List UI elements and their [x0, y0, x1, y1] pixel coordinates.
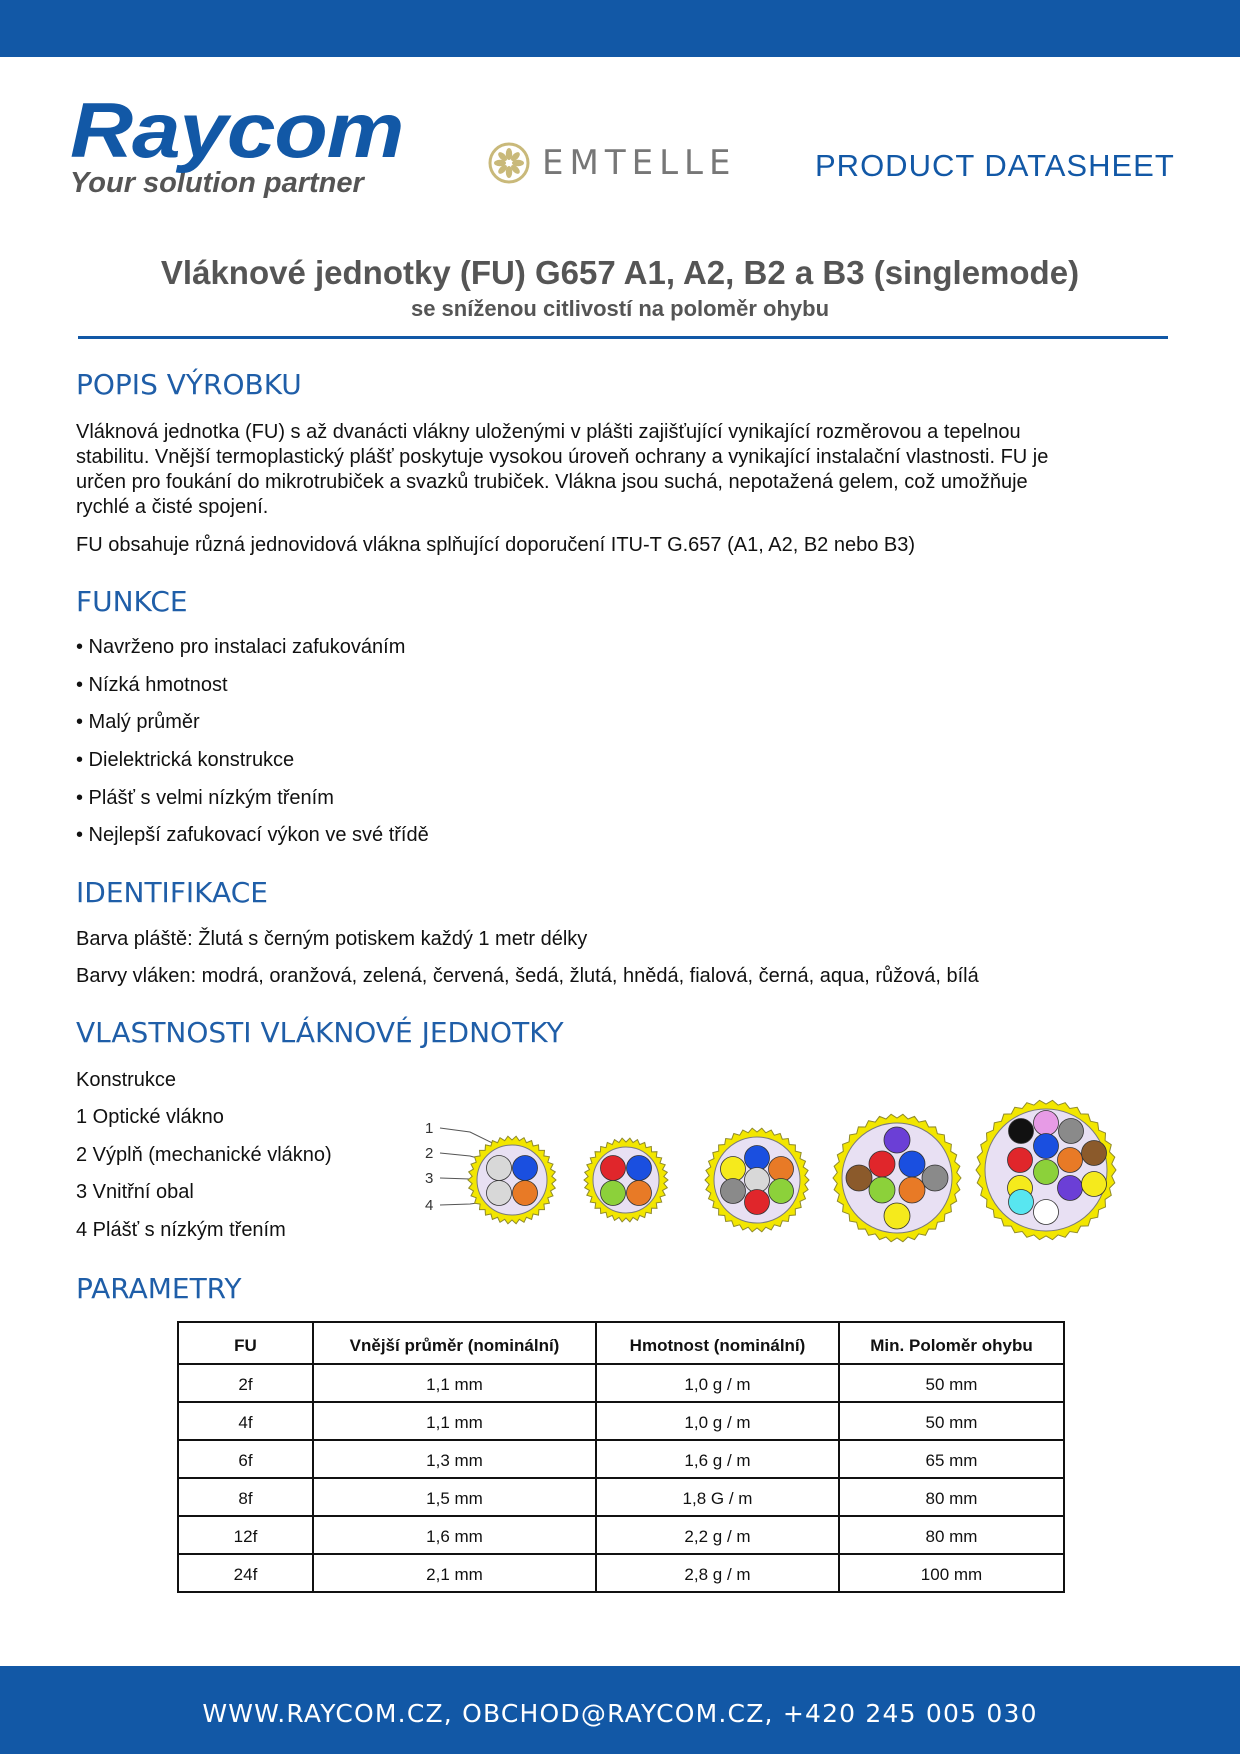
fiber: [1082, 1172, 1107, 1197]
table-row: [178, 1516, 1064, 1554]
table-cell: 50 mm: [839, 1402, 1064, 1440]
raycom-logo: [70, 86, 404, 200]
fiber: [1058, 1148, 1083, 1173]
inner-coating: [477, 1145, 547, 1215]
fiber: [1034, 1200, 1059, 1225]
table-cell: 1,8 G / m: [596, 1478, 839, 1516]
table-cell: 2,8 g / m: [596, 1554, 839, 1592]
diagram-callout-labels: [425, 1120, 433, 1214]
table-cell: 1,1 mm: [313, 1364, 596, 1402]
table-row: [178, 1402, 1064, 1440]
fiber: [745, 1190, 770, 1215]
fiber-unit-cross-section-diagram: [420, 1095, 1140, 1245]
fiber: [487, 1156, 512, 1181]
table-header-row: [178, 1322, 1064, 1364]
doc-type-label: PRODUCT DATASHEET: [815, 148, 1175, 183]
table-cell: 2,2 g / m: [596, 1516, 839, 1554]
table-cell: 1,1 mm: [313, 1402, 596, 1440]
description-line: stabilitu. Vnější termoplastický plášť poskytuje vysokou úroveň ochrany a vynikající instalační vlastnosti. FU je: [76, 446, 1049, 468]
description-paragraph-2: FU obsahuje různá jednovidová vlákna splňující doporučení ITU-T G.657 (A1, A2, B2 nebo B3): [76, 534, 916, 556]
fiber: [769, 1157, 794, 1182]
fiber: [869, 1151, 895, 1177]
fiber: [627, 1156, 652, 1181]
page-subtitle: se sníženou citlivostí na poloměr ohybu: [410, 296, 830, 321]
table-row: [178, 1554, 1064, 1592]
table-cell: 1,0 g / m: [596, 1402, 839, 1440]
fiber-unit-4: [833, 1114, 961, 1241]
fiber-colors-text: Barvy vláken: modrá, oranžová, zelená, červená, šedá, žlutá, hnědá, fialová, černá, aqua, růžová, bílá: [76, 965, 979, 987]
fiber: [721, 1179, 746, 1204]
table-cell: 50 mm: [839, 1364, 1064, 1402]
fiber: [1034, 1160, 1059, 1185]
properties-heading: VLASTNOSTI VLÁKNOVÉ JEDNOTKY: [76, 1016, 564, 1049]
construction-item: 3 Vnitřní obal: [76, 1181, 194, 1203]
table-cell: 1,3 mm: [313, 1440, 596, 1478]
callout-label-1: 1: [425, 1120, 434, 1137]
fiber-unit-3: [705, 1128, 809, 1232]
fiber: [601, 1156, 626, 1181]
table-cell: 1,6 g / m: [596, 1440, 839, 1478]
table-cell: 8f: [178, 1478, 313, 1516]
fiber-unit-1: [468, 1136, 556, 1224]
features-heading: FUNKCE: [76, 585, 188, 618]
fiber-unit-5: [976, 1100, 1116, 1239]
construction-item: 1 Optické vlákno: [76, 1106, 224, 1128]
column-header: Min. Poloměr ohybu: [839, 1322, 1064, 1364]
table-cell: 12f: [178, 1516, 313, 1554]
fiber: [601, 1181, 626, 1206]
fiber: [1034, 1111, 1059, 1136]
construction-item: 4 Plášť s nízkým třením: [76, 1219, 286, 1241]
column-header: Vnější průměr (nominální): [313, 1322, 596, 1364]
feature-item: • Malý průměr: [76, 711, 200, 733]
fiber: [922, 1165, 948, 1191]
fiber: [884, 1203, 910, 1229]
table-cell: 2f: [178, 1364, 313, 1402]
description-line: rychlé a čisté spojení.: [76, 496, 269, 518]
callout-label-3: 3: [425, 1170, 434, 1187]
fiber: [487, 1181, 512, 1206]
table-cell: 80 mm: [839, 1478, 1064, 1516]
raycom-logo-wordmark: Raycom: [70, 86, 404, 174]
parameters-heading: PARAMETRY: [76, 1272, 242, 1305]
fiber: [769, 1179, 794, 1204]
fiber: [1008, 1148, 1033, 1173]
emtelle-flower-icon: [488, 142, 530, 184]
table-row: [178, 1364, 1064, 1402]
feature-item: • Dielektrická konstrukce: [76, 749, 295, 771]
emtelle-logo: [488, 142, 736, 184]
fiber-unit-cross-sections: [468, 1100, 1116, 1241]
column-header: Hmotnost (nominální): [596, 1322, 839, 1364]
fiber: [721, 1157, 746, 1182]
construction-item: 2 Výplň (mechanické vlákno): [76, 1144, 332, 1166]
callout-label-4: 4: [425, 1197, 434, 1214]
description-heading: POPIS VÝROBKU: [76, 368, 302, 401]
fiber: [869, 1177, 895, 1203]
feature-item: • Nízká hmotnost: [76, 674, 228, 696]
identification-heading: IDENTIFIKACE: [76, 876, 268, 909]
table-cell: 1,6 mm: [313, 1516, 596, 1554]
table-cell: 80 mm: [839, 1516, 1064, 1554]
table-row: [178, 1478, 1064, 1516]
fiber: [627, 1181, 652, 1206]
fiber: [899, 1151, 925, 1177]
table-cell: 2,1 mm: [313, 1554, 596, 1592]
inner-coating: [593, 1147, 659, 1213]
fiber: [899, 1177, 925, 1203]
fiber: [513, 1181, 538, 1206]
fiber: [745, 1146, 770, 1171]
feature-item: • Plášť s velmi nízkým třením: [76, 787, 334, 809]
fiber: [745, 1168, 770, 1193]
fiber: [513, 1156, 538, 1181]
fiber: [1009, 1119, 1034, 1144]
title-divider: [78, 336, 1168, 339]
description-line: určen pro foukání do mikrotrubiček a svazků trubiček. Vlákna jsou suchá, nepotažená gelem, což umožňuje: [76, 471, 1028, 493]
table-cell: 1,0 g / m: [596, 1364, 839, 1402]
fiber: [884, 1127, 910, 1153]
table-cell: 24f: [178, 1554, 313, 1592]
page-title: Vláknové jednotky (FU) G657 A1, A2, B2 a B3 (singlemode): [160, 254, 1080, 291]
fiber: [846, 1165, 872, 1191]
column-header: FU: [178, 1322, 313, 1364]
table-cell: 6f: [178, 1440, 313, 1478]
fiber: [1082, 1141, 1107, 1166]
emtelle-wordmark: EMTELLE: [542, 143, 737, 183]
footer-contact: WWW.RAYCOM.CZ, OBCHOD@RAYCOM.CZ, +420 245 005 030: [202, 1698, 1038, 1728]
fiber-unit-2: [584, 1138, 668, 1222]
description-paragraph: [76, 420, 1176, 520]
fiber: [1059, 1119, 1084, 1144]
construction-label: Konstrukce: [76, 1069, 177, 1091]
table-cell: 4f: [178, 1402, 313, 1440]
sheath-color-text: Barva pláště: Žlutá s černým potiskem každý 1 metr délky: [76, 928, 588, 950]
fiber: [1009, 1190, 1034, 1215]
table-row: [178, 1440, 1064, 1478]
table-cell: 1,5 mm: [313, 1478, 596, 1516]
parameters-table: [177, 1321, 1065, 1593]
feature-item: • Nejlepší zafukovací výkon ve své třídě: [76, 824, 429, 846]
fiber: [1058, 1176, 1083, 1201]
table-cell: 65 mm: [839, 1440, 1064, 1478]
raycom-slogan: Your solution partner: [70, 167, 364, 199]
fiber: [1034, 1134, 1059, 1159]
footer-banner: [0, 1666, 1240, 1754]
top-banner: [0, 0, 1240, 57]
feature-item: • Navrženo pro instalaci zafukováním: [76, 636, 406, 658]
description-line: Vláknová jednotka (FU) s až dvanácti vlákny uloženými v plášti zajišťující vynikající rozměrovou a tepelnou: [76, 421, 1021, 443]
table-cell: 100 mm: [839, 1554, 1064, 1592]
callout-label-2: 2: [425, 1145, 434, 1162]
